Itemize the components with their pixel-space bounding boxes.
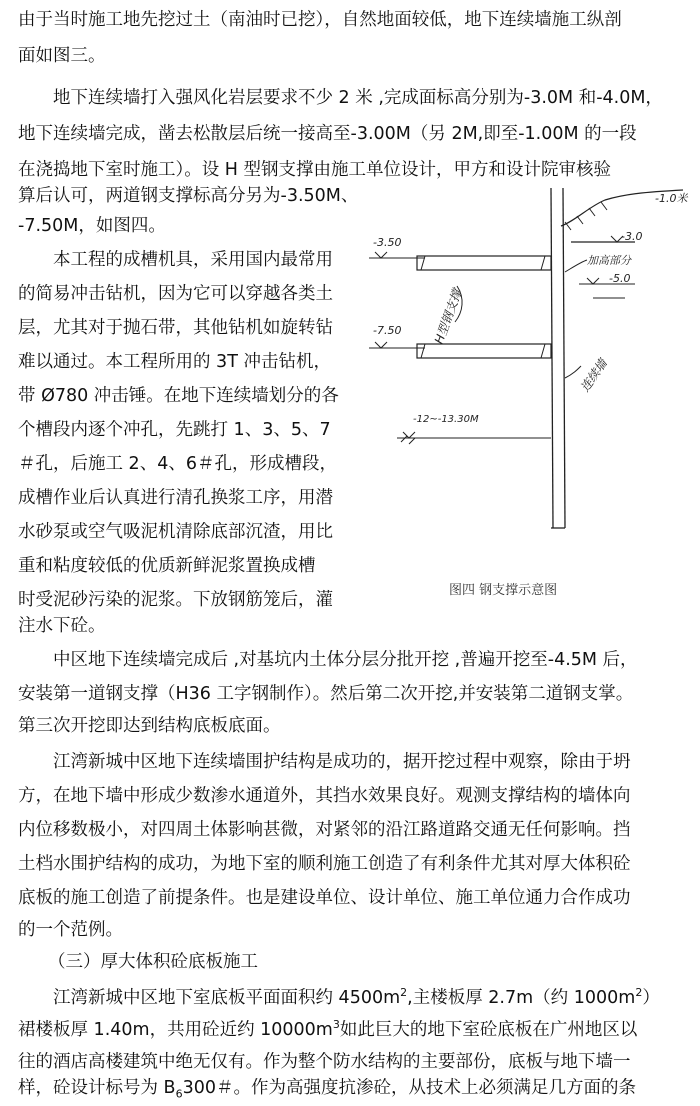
text-line-6: 算后认可，两道钢支撑标高分另为-3.50M、	[18, 186, 359, 206]
label-bottom: -12~-13.30M	[413, 414, 479, 425]
label-wall: 连续墙	[577, 356, 610, 395]
text-line-10: 层，尤其对于抛石带，其他钻机如旋转钻	[18, 318, 333, 338]
text-line-17: 重和粘度较低的优质新鲜泥浆置换成槽	[18, 556, 316, 576]
text-line-27: 底板的施工创造了前提条件。也是建设单位、设计单位、施工单位通力合作成功	[18, 888, 631, 908]
label-level-minus3: -3.0	[621, 230, 643, 243]
figure-steel-bracing	[365, 186, 690, 598]
brace2-level-mark	[375, 342, 387, 348]
text-line-32: 往的酒店高楼建筑中绝无仅有。作为整个防水结构的主要部份，底板与地下墙一	[18, 1052, 631, 1072]
text-line-30: 江湾新城中区地下室底板平面面积约 $4500m^2$,主楼板厚 2.7m（约 $1000m^2$）	[53, 986, 660, 1008]
text-line-7: -7.50M，如图四。	[18, 216, 166, 236]
text-line-26: 土档水围护结构的成功，为地下室的顺利施工创造了有利条件尤其对厚大体积砼	[18, 854, 631, 874]
text-line-33: 样，砼设计标号为 $B_6300$＃。作为高强度抗渗砼，从技术上必须满足几方面的条	[18, 1078, 636, 1101]
brace1-level-mark	[375, 252, 387, 258]
text-line-23: 江湾新城中区地下连续墙围护结构是成功的，据开挖过程中观察，除由于坍	[53, 752, 631, 772]
brace2-beam	[417, 344, 551, 358]
brace1-beam	[417, 256, 551, 270]
text-line-19: 注水下砼。	[18, 616, 106, 636]
text-line-16: 水砂泵或空气吸泥机清除底部沉渣，用比	[18, 522, 333, 542]
level-mark-minus5	[587, 278, 599, 284]
leader-jiagao	[565, 260, 587, 272]
text-line-8: 本工程的成槽机具，采用国内最常用	[53, 250, 333, 270]
text-line-31: 裙楼板厚 1.40m，共用砼近约 $10000m^3$如此巨大的地下室砼底板在广州地区以	[18, 1018, 638, 1040]
text-line-2: 面如图三。	[18, 46, 106, 66]
brace1-ends	[421, 256, 545, 270]
text-line-18: 时受泥砂污染的泥浆。下放钢筋笼后，灌	[18, 590, 333, 610]
text-line-15: 成槽作业后认真进行清孔换浆工序，用潜	[18, 488, 333, 508]
wall-line-right	[563, 188, 565, 528]
text-line-20: 中区地下连续墙完成后 ,对基坑内土体分层分批开挖 ,普遍开挖至-4.5M 后，	[53, 650, 638, 670]
label-jiagao: 加高部分	[587, 254, 631, 267]
text-line-9: 的简易冲击钻机，因为它可以穿越各类土	[18, 284, 333, 304]
text-line-28: 的一个范例。	[18, 920, 123, 940]
label-brace2: -7.50	[373, 324, 402, 337]
text-line-25: 内位移数极小，对四周土体影响甚微，对紧邻的沿江路道路交通无任何影响。挡	[18, 820, 631, 840]
text-line-24: 方，在地下墙中形成少数渗水通道外，其挡水效果良好。观测支撑结构的墙体向	[18, 786, 631, 806]
text-line-13: 个槽段内逐个冲孔，先跳打 1、3、5、7	[18, 420, 331, 440]
bottom-level-mark	[403, 432, 415, 438]
label-level-minus5: -5.0	[609, 272, 631, 285]
label-h-brace: H型钢支撑	[431, 287, 465, 346]
figure-caption: 图四 钢支撑示意图	[449, 583, 558, 598]
bracing-sketch	[365, 186, 690, 598]
text-line-21: 安装第一道钢支撑（H36 工字钢制作）。然后第二次开挖,并安装第二道钢支掌。	[18, 684, 634, 704]
label-brace1: -3.50	[373, 236, 402, 249]
section-heading: （三）厚大体积砼底板施工	[48, 952, 258, 972]
text-line-22: 第三次开挖即达到结构底板底面。	[18, 716, 281, 736]
label-top-right: -1.0米	[655, 192, 688, 205]
text-line-14: ＃孔，后施工 2、4、6＃孔，形成槽段，	[18, 454, 337, 474]
text-line-5: 在浇捣地下室时施工）。设 H 型钢支撑由施工单位设计，甲方和设计院审核验	[18, 160, 612, 180]
text-line-4: 地下连续墙完成，凿去松散层后统一接高至-3.00M（另 2M,即至-1.00M 的一段	[18, 124, 637, 144]
text-line-1: 由于当时施工地先挖过土（南油时已挖），自然地面较低，地下连续墙施工纵剖	[18, 10, 622, 30]
text-line-12: 带 Ø780 冲击锤。在地下连续墙划分的各	[18, 386, 339, 406]
ground-hatch	[565, 202, 607, 230]
text-line-3: 地下连续墙打入强风化岩层要求不少 2 米 ,完成面标高分别为-3.0M 和-4.0M，	[53, 88, 663, 108]
brace2-ends	[421, 344, 545, 358]
text-line-11: 难以通过。本工程所用的 3T 冲击钻机，	[18, 352, 331, 372]
leader-wall	[565, 366, 581, 378]
